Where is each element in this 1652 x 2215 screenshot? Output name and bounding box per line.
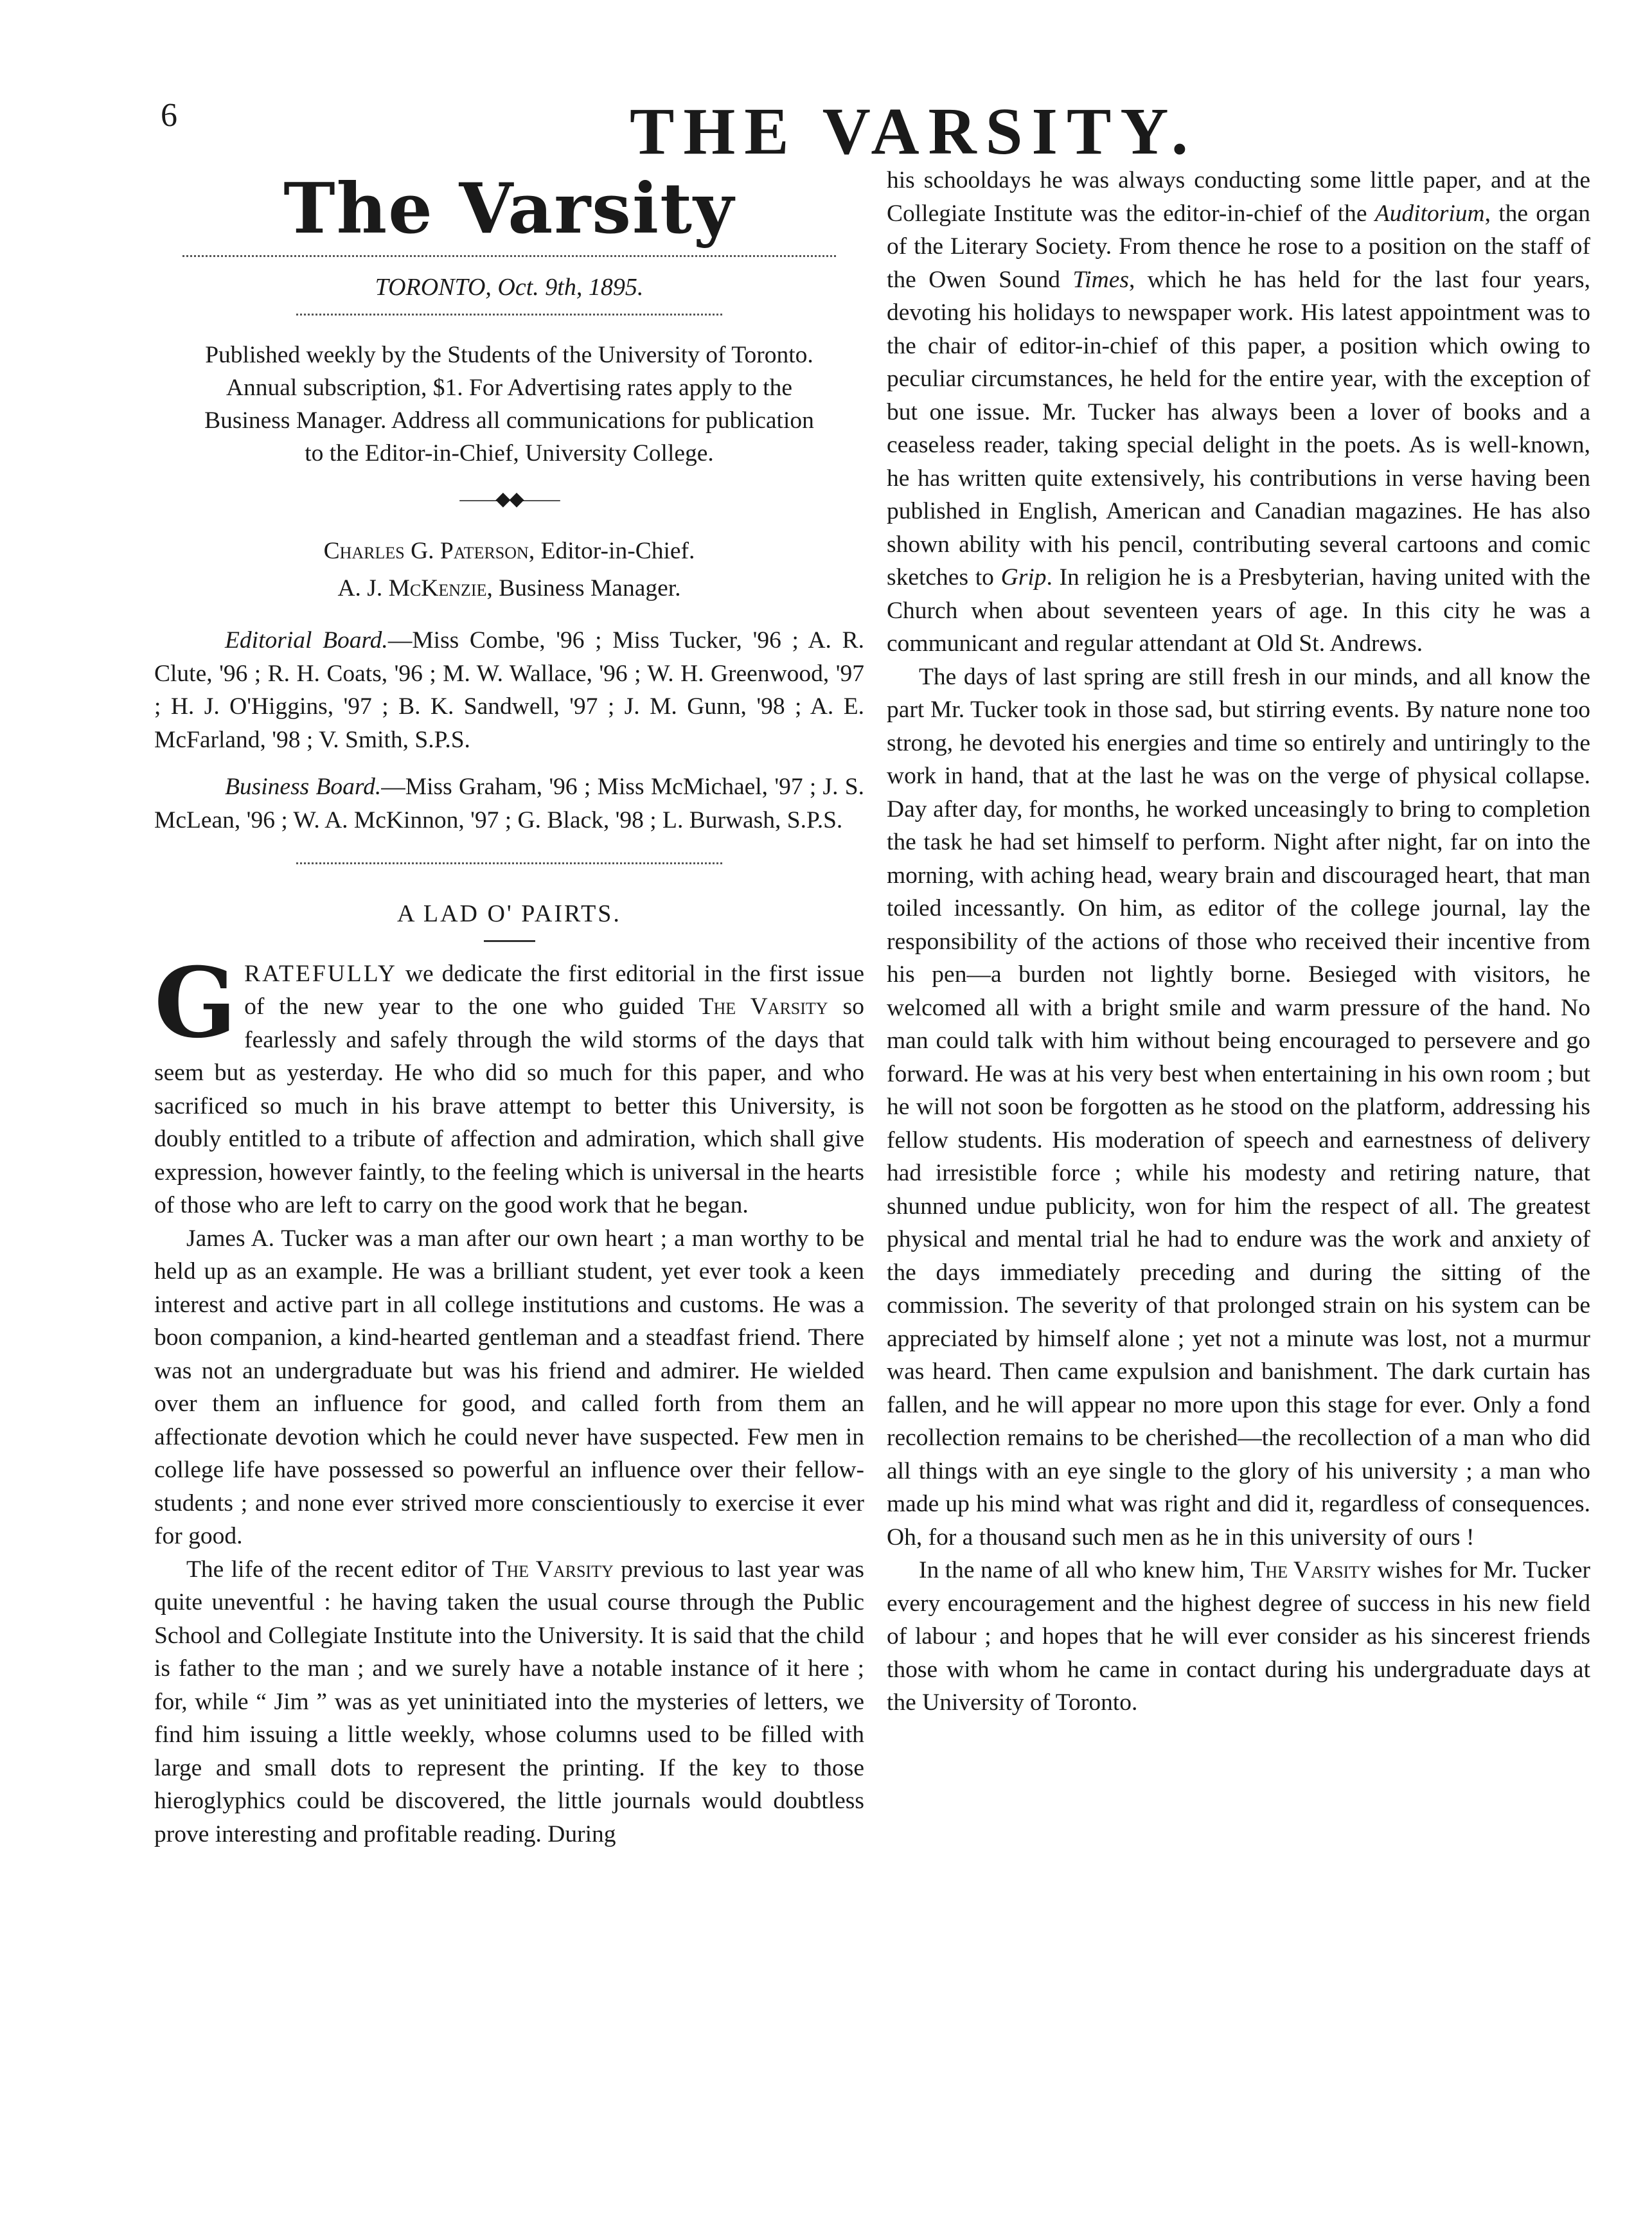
editor-role: , Editor-in-Chief. <box>528 538 695 564</box>
times-title: Times <box>1072 266 1129 293</box>
editorial-board <box>154 624 864 756</box>
running-title: THE VARSITY. <box>630 94 1197 168</box>
business-board-text: —Miss Graham, '96 ; Miss McMichael, '97 ; J. S. McLean, '96 ; W. A. McKinnon, '97 ; G. Black, '98 ; L. Burwash, S.P.S. <box>154 774 865 833</box>
paragraph-text: , the organ of the Literary Society. From thence he rose to a position on the staff of the Owen Sound <box>887 200 1590 293</box>
dateline: TORONTO, Oct. 9th, 1895. <box>375 274 644 301</box>
editor-line <box>154 535 864 568</box>
varsity-name: The Varsity <box>1250 1557 1371 1583</box>
editor-name: Charles G. Paterson <box>323 538 529 564</box>
editorial-board-text: —Miss Combe, '96 ; Miss Tucker, '96 ; A. R. Clute, '96 ; R. H. Coats, '96 ; M. W. Wallace, '96 ; W. H. Greenwood, '97 ; H. J. O'Higgins, '97 ; B. K. Sandwell, '97 ; J. M. Gunn, '98 ; A. E. McFarland, '98 ; V. Smith, S.P.S. <box>154 627 864 753</box>
opening-word: RATEFULLY <box>244 960 397 987</box>
article-paragraph-4: The days of last spring are still fresh in our minds, and all know the part Mr. Tucker took in those sad, but stirring events. By nature none too strong, he devoted his energies and time so entirely and untiringly to the work in hand, that at the last he was on the verge of physical collapse. Day after day, for months, he worked unceasingly to bring to completion the task he had set himself to perform. Night after night, far on into the morning, with aching head, weary brain and discouraged heart, that man toiled incessantly. On him, as editor of the college journal, lay the responsibility of the actions of those who received their incentive from his pen—a burden not lightly borne. Besieged with visitors, he welcomed all with a bright smile and warm pressure of the hand. No man could talk with him without being encouraged to persevere and go forward. He was at his very best when entertaining in his own room ; but he will not soon be forgotten as he stood on the platform, addressing his fellow students. His moderation of speech and earnestness of delivery had irresistible force ; while his modesty and retiring nature, that shunned undue publicity, won for him the respect of all. The greatest physical and mental trial he had to endure was the work and anxiety of the days immediately preceding and during the sitting of the commission. The severity of that prolonged strain on his system can be appreciated by himself alone ; yet not a minute was lost, not a murmur was heard. Then came expulsion and banishment. The dark curtain has fallen, and he will appear no more upon this stage for ever. Only a fond recollection remains to be cherished—the recollection of a man who did all things with an eye single to the glory of his university ; a man who made up his mind what was right and did it, regardless of consequences. Oh, for a thousand such men as he in this university of ours ! <box>887 663 1590 1551</box>
drop-cap: G <box>154 946 237 1060</box>
paragraph-text: wishes for Mr. Tucker every encouragement and the highest degree of success in his new field of labour ; and hopes that he will ever consider as his sincerest friends those with whom he came in contact during his undergraduate days at the University of Toronto. <box>887 1557 1591 1716</box>
paragraph-text: . In religion he is a Presbyterian, having united with the Church when about seventeen years of age. In this city he was a communicant and regular attendant at Old St. Andrews. <box>887 564 1590 657</box>
editorial-board-label: Editorial Board. <box>225 627 388 654</box>
masthead-title: The Varsity <box>283 168 735 249</box>
paragraph-text: so fearlessly and safely through the wild storms of the days that seem but as yesterday. He who did so much for this paper, and who sacrificed so much in his brave attempt to better this University, is doubly entitled to a tribute of affection and admiration, which shall give expression, however faintly, to the feeling which is universal in the hearts of those who are left to carry on the good work that he began. <box>154 993 864 1218</box>
article-title: A LAD O' PAIRTS. <box>397 900 621 927</box>
auditorium-title: Auditorium <box>1374 200 1485 227</box>
paragraph-text: previous to last year was quite uneventful : he having taken the usual course through the Public School and Collegiate Institute into the University. It is said that the child is father to the man ; and we surely have a notable instance of it here ; for, while “ Jim ” was as yet uninitiated into the mysteries of letters, we find him issuing a little weekly, whose columns used to be filled with large and small dots to represent the printing. If the key to those hieroglyphics could be discovered, the little journals would doubtless prove interesting and profitable reading. During <box>154 1556 864 1847</box>
ornament-divider: ——◆◆—— <box>459 488 559 510</box>
right-column <box>887 164 1590 1720</box>
paragraph-text: , which he has held for the last four years, devoting his holidays to newspaper work. His latest appointment was to the chair of editor-in-chief of this paper, a position which owing to peculiar circumstances, he held for the entire year, with the exception of but one issue. Mr. Tucker has always been a lover of books and a ceaseless reader, taking special delight in the poets. As is well-known, he has written quite extensively, his contributions in verse having been published in English, American and Canadian magazines. He has also shown ability with his pencil, contributing several cartoons and comic sketches to <box>887 266 1590 591</box>
section-rule <box>296 862 722 864</box>
manager-name: McKenzie <box>388 574 487 601</box>
paragraph-text: The life of the recent editor of <box>186 1556 492 1583</box>
article-paragraph-2: James A. Tucker was a man after our own heart ; a man worthy to be held up as an example. He was a brilliant student, yet ever took a keen interest and active part in all college institutions and customs. He was a boon companion, a kind-hearted gentleman and a steadfast friend. There was not an undergraduate but was his friend and admirer. He wielded over them an influence for good, and called forth from them an affectionate devotion which he could never have suspected. Few men in college life have possessed so powerful an influence over their fellow-students ; and none ever strived more conscientiously to exercise it ever for good. <box>154 1225 864 1549</box>
publication-info: Published weekly by the Students of the University of Toronto. Annual subscription, $1. For Advertising rates apply to the Business Manager. Address all communications for publication to the Editor-in-Chief, University College. <box>204 341 814 467</box>
grip-title: Grip <box>1000 564 1047 591</box>
paragraph-text: his schooldays he was always conducting some little paper, and at the Collegiate Institute was the editor-in-chief of the <box>887 167 1590 227</box>
business-board <box>154 770 864 837</box>
business-board-label: Business Board. <box>225 774 382 800</box>
varsity-name: The Varsity <box>492 1556 614 1583</box>
title-rule <box>484 940 535 942</box>
masthead-rule <box>182 255 836 257</box>
dateline-rule <box>296 314 722 316</box>
article-paragraph-3 <box>154 1553 864 1851</box>
page-number: 6 <box>161 97 177 134</box>
manager-line <box>154 572 864 605</box>
paragraph-text: we dedicate the first editorial in the first issue of the new year to the one who guided <box>244 960 864 1020</box>
varsity-name: The Varsity <box>698 993 828 1020</box>
article-paragraph-3-continued <box>887 164 1590 661</box>
manager-role: , Business Manager. <box>486 574 681 601</box>
article-paragraph-1 <box>154 946 864 1222</box>
manager-prefix: A. J. <box>337 574 389 601</box>
article-paragraph-5 <box>887 1554 1590 1720</box>
left-column <box>154 170 864 1851</box>
paragraph-text: In the name of all who knew him, <box>919 1557 1251 1583</box>
